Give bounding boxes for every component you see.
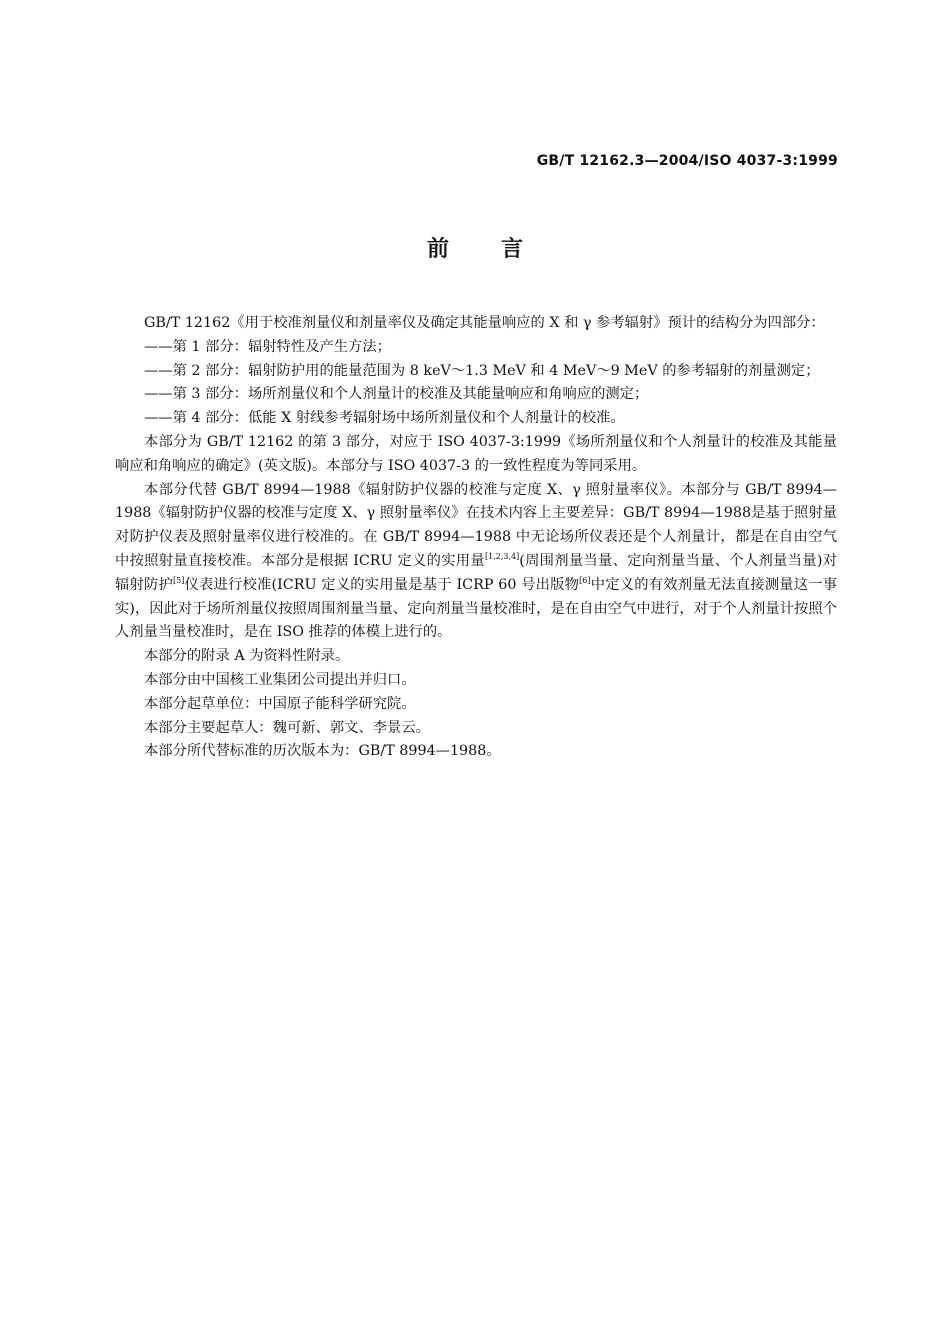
list-item-part-1: ——第 1 部分：辐射特性及产生方法； xyxy=(144,338,391,355)
replacement-text-1: 本部分代替 GB/T 8994—1988《辐射防护仪器的校准与定度 X、γ 照射量率仪》。本部分与 GB/T 8994—1988《辐射防护仪器的校准与定度 X、γ 照射量率仪》在技术内容上主要差异：GB/T 8994—1988是基于照射量对防护仪表及照射量率仪进行校准的。在 GB/T 8994—1988 中无论场所仪表还是个人剂量计，都是在自由空气中按照射量直接校准。本部分是根据 ICRU 定义的实用量 xyxy=(115,481,837,569)
replacement-text-4: 中定义的有效剂量无法直接测量这一事实)，因此对于场所剂量仪按照周围剂量当量、定向剂量当量校准时，是在自由空气中进行，对于个人剂量计按照个人剂量当量校准时，是在 ISO 推荐的体模上进行的。 xyxy=(115,576,838,641)
standard-number: GB/T 12162.3—2004/ISO 4037-3:1999 xyxy=(536,153,838,169)
paragraph-replacement xyxy=(115,479,837,646)
reference-5: [5] xyxy=(173,575,185,585)
paragraph-drafting-unit: 本部分起草单位：中国原子能科学研究院。 xyxy=(144,695,416,712)
replacement-text-3: 仪表进行校准(ICRU 定义的实用量是基于 ICRP 60 号出版物 xyxy=(184,576,580,593)
reference-6: [6] xyxy=(579,575,591,585)
paragraph-drafters: 本部分主要起草人：魏可新、郭文、李景云。 xyxy=(144,719,430,736)
replacement-text-2: (周围剂量当量、定向剂量当量、个人剂量当量)对辐射防护 xyxy=(115,552,837,593)
page-title: 前言 xyxy=(426,236,575,262)
list-item-part-4: ——第 4 部分：低能 X 射线参考辐射场中场所剂量仪和个人剂量计的校准。 xyxy=(144,410,625,427)
list-item-part-3: ——第 3 部分：场所剂量仪和个人剂量计的校准及其能量响应和角响应的测定； xyxy=(144,386,649,403)
paragraph-annex: 本部分的附录 A 为资料性附录。 xyxy=(144,648,350,665)
paragraph-proposer: 本部分由中国核工业集团公司提出并归口。 xyxy=(144,671,416,688)
paragraph-intro: GB/T 12162《用于校准剂量仪和剂量率仪及确定其能量响应的 X 和 γ 参考辐射》预计的结构分为四部分： xyxy=(144,315,825,331)
paragraph-previous-editions: 本部分所代替标准的历次版本为：GB/T 8994—1988。 xyxy=(144,743,501,760)
reference-1-4: [1,2,3,4] xyxy=(484,551,520,561)
paragraph-correspondence: 本部分为 GB/T 12162 的第 3 部分，对应于 ISO 4037-3:1999《场所剂量仪和个人剂量计的校准及其能量响应和角响应的确定》(英文版)。本部分与 ISO 4037-3 的一致性程度为等同采用。 xyxy=(115,433,837,474)
list-item-part-2: ——第 2 部分：辐射防护用的能量范围为 8 keV～1.3 MeV 和 4 MeV～9 MeV 的参考辐射的剂量测定； xyxy=(144,362,820,379)
foreword-body xyxy=(115,312,837,764)
